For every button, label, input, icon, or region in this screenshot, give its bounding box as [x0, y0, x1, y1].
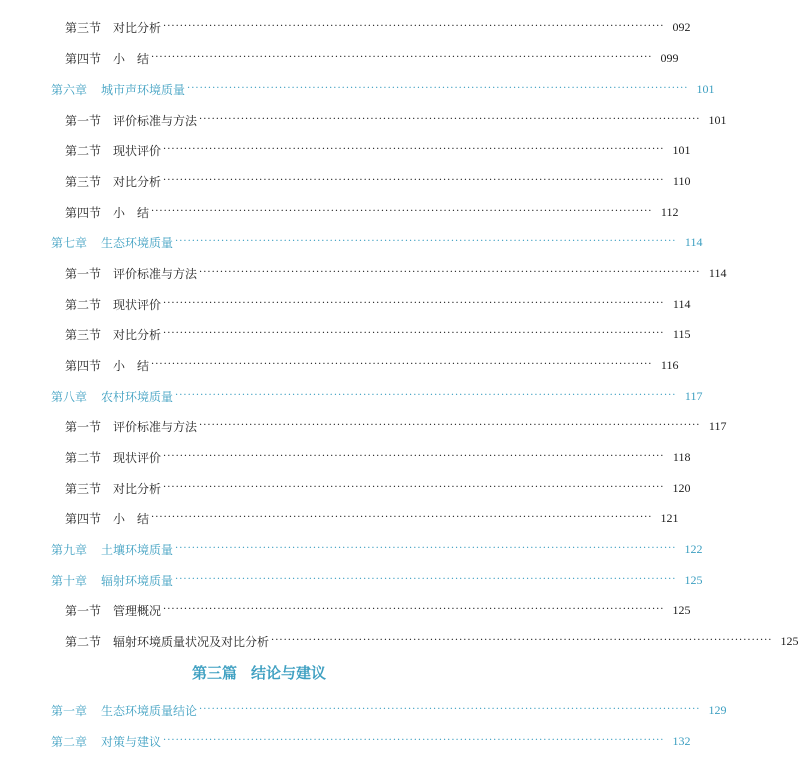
section-title: 小 结 [113, 358, 150, 373]
chapter-title: 土壤环境质量 [101, 542, 174, 557]
dot-leader: ························································································································ [151, 512, 653, 523]
section-number: 第二节 [65, 634, 102, 649]
page-number: 101 [696, 81, 715, 96]
dot-leader: ························································································································ [175, 390, 677, 401]
toc-chapter-row[interactable] [51, 79, 715, 99]
section-title: 对比分析 [113, 174, 162, 189]
dot-leader: ························································································································ [163, 328, 665, 339]
dot-leader: ························································································································ [175, 543, 677, 554]
toc-section-row[interactable] [65, 140, 691, 160]
toc-section-row[interactable] [65, 355, 679, 375]
page-number: 117 [684, 388, 703, 403]
chapter-title: 城市声环境质量 [101, 82, 186, 97]
section-number: 第四节 [65, 358, 102, 373]
toc-section-row[interactable] [65, 110, 727, 130]
dot-leader: ························································································································ [175, 236, 677, 247]
page-number: 101 [708, 112, 727, 127]
toc-section-row[interactable] [65, 631, 798, 651]
chapter-number: 第八章 [51, 389, 88, 404]
part-title: 结论与建议 [251, 664, 327, 682]
section-title: 对比分析 [113, 481, 162, 496]
toc-chapter-row[interactable] [51, 232, 703, 252]
page-number: 092 [672, 19, 691, 34]
toc-chapter-row[interactable] [51, 539, 703, 559]
page-number: 118 [672, 449, 691, 464]
dot-leader: ························································································································ [151, 52, 653, 63]
toc-section-row[interactable] [65, 17, 691, 37]
section-number: 第二节 [65, 143, 102, 158]
dot-leader: ························································································································ [199, 704, 701, 715]
page-number: 114 [672, 296, 691, 311]
chapter-title: 农村环境质量 [101, 389, 174, 404]
section-number: 第一节 [65, 266, 102, 281]
section-title: 对比分析 [113, 20, 162, 35]
part-heading [0, 662, 518, 683]
section-title: 对比分析 [113, 327, 162, 342]
chapter-number: 第一章 [51, 703, 88, 718]
dot-leader: ························································································································ [175, 574, 677, 585]
page-number: 125 [780, 633, 798, 648]
toc-section-row[interactable] [65, 324, 691, 344]
page-number: 125 [684, 572, 703, 587]
chapter-title: 生态环境质量 [101, 235, 174, 250]
section-number: 第一节 [65, 603, 102, 618]
dot-leader: ························································································································ [163, 175, 665, 186]
dot-leader: ························································································································ [199, 267, 701, 278]
page-number: 099 [660, 50, 679, 65]
section-number: 第三节 [65, 174, 102, 189]
toc-section-row[interactable] [65, 447, 691, 467]
page-number: 116 [660, 357, 679, 372]
dot-leader: ························································································································ [187, 83, 689, 94]
page-number: 117 [708, 418, 727, 433]
toc-section-row[interactable] [65, 202, 679, 222]
dot-leader: ························································································································ [271, 635, 773, 646]
toc-chapter-row[interactable] [51, 386, 703, 406]
toc-chapter-row[interactable] [51, 731, 691, 751]
dot-leader: ························································································································ [151, 359, 653, 370]
dot-leader: ························································································································ [163, 604, 665, 615]
section-number: 第四节 [65, 511, 102, 526]
section-number: 第三节 [65, 327, 102, 342]
toc-chapter-row[interactable] [51, 570, 703, 590]
section-number: 第二节 [65, 450, 102, 465]
section-title: 辐射环境质量状况及对比分析 [113, 634, 270, 649]
dot-leader: ························································································································ [163, 298, 665, 309]
section-number: 第三节 [65, 481, 102, 496]
section-title: 小 结 [113, 511, 150, 526]
toc-section-row[interactable] [65, 48, 679, 68]
dot-leader: ························································································································ [163, 735, 665, 746]
dot-leader: ························································································································ [151, 206, 653, 217]
page-number: 132 [672, 733, 691, 748]
toc-section-row[interactable] [65, 263, 727, 283]
page-number: 122 [684, 541, 703, 556]
section-number: 第二节 [65, 297, 102, 312]
page-number: 125 [672, 602, 691, 617]
chapter-number: 第二章 [51, 734, 88, 749]
page-number: 120 [672, 480, 691, 495]
toc-section-row[interactable] [65, 294, 691, 314]
page-number: 114 [684, 234, 703, 249]
section-number: 第四节 [65, 205, 102, 220]
section-title: 评价标准与方法 [113, 266, 198, 281]
toc-section-row[interactable] [65, 416, 727, 436]
chapter-number: 第九章 [51, 542, 88, 557]
dot-leader: ························································································································ [199, 420, 701, 431]
page-number: 110 [672, 173, 691, 188]
section-title: 现状评价 [113, 450, 162, 465]
toc-section-row[interactable] [65, 600, 691, 620]
page-number: 121 [660, 510, 679, 525]
chapter-number: 第十章 [51, 573, 88, 588]
toc-section-row[interactable] [65, 508, 679, 528]
dot-leader: ························································································································ [163, 21, 665, 32]
section-title: 现状评价 [113, 143, 162, 158]
page-number: 112 [660, 204, 679, 219]
chapter-number: 第七章 [51, 235, 88, 250]
dot-leader: ························································································································ [199, 114, 701, 125]
section-title: 小 结 [113, 51, 150, 66]
section-number: 第一节 [65, 113, 102, 128]
section-title: 评价标准与方法 [113, 113, 198, 128]
part-number: 第三篇 [191, 664, 237, 682]
chapter-title: 辐射环境质量 [101, 573, 174, 588]
page-number: 129 [708, 702, 727, 717]
section-title: 小 结 [113, 205, 150, 220]
section-number: 第四节 [65, 51, 102, 66]
section-title: 管理概况 [113, 603, 162, 618]
page-number: 114 [708, 265, 727, 280]
section-title: 评价标准与方法 [113, 419, 198, 434]
chapter-number: 第六章 [51, 82, 88, 97]
dot-leader: ························································································································ [163, 482, 665, 493]
toc-section-row[interactable] [65, 478, 691, 498]
dot-leader: ························································································································ [163, 144, 665, 155]
toc-chapter-row[interactable] [51, 700, 727, 720]
toc-section-row[interactable] [65, 171, 691, 191]
dot-leader: ························································································································ [163, 451, 665, 462]
section-number: 第三节 [65, 20, 102, 35]
section-number: 第一节 [65, 419, 102, 434]
page-number: 101 [672, 142, 691, 157]
chapter-title: 对策与建议 [101, 734, 162, 749]
chapter-title: 生态环境质量结论 [101, 703, 198, 718]
page-number: 115 [672, 326, 691, 341]
section-title: 现状评价 [113, 297, 162, 312]
